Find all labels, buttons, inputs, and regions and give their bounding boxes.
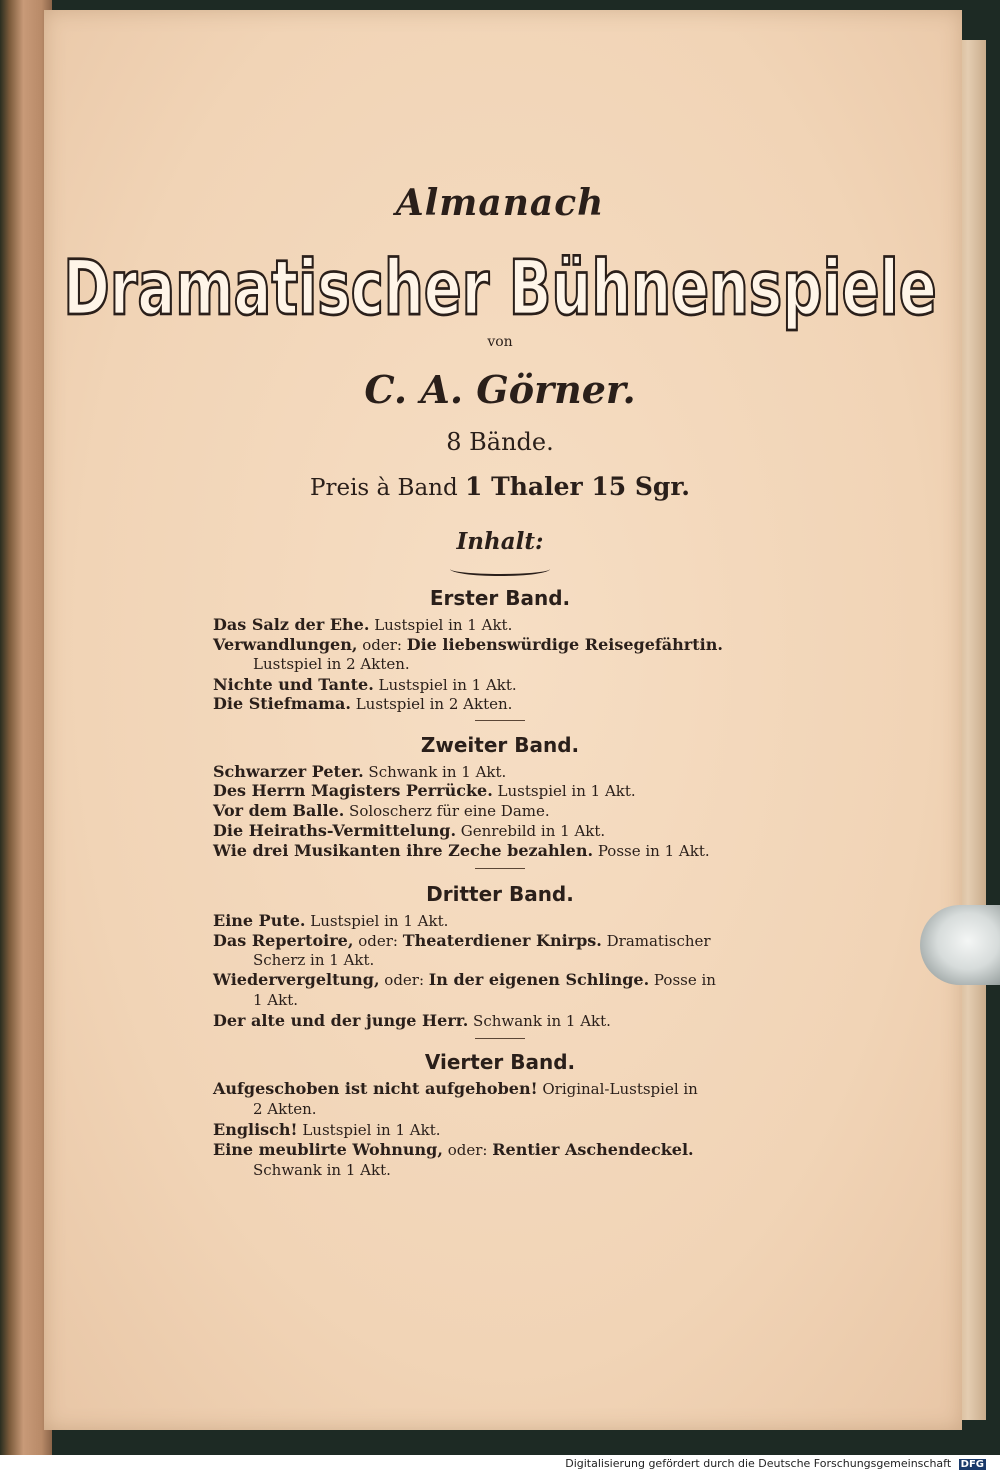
band-1-entry: Die Stiefmama. Lustspiel in 2 Akten.: [213, 694, 513, 713]
band-1-heading: Erster Band.: [429, 586, 571, 610]
band-2-entry: Vor dem Balle. Soloscherz für eine Dame.: [213, 801, 550, 820]
flourish-ornament: [450, 562, 550, 576]
section-divider: [475, 720, 525, 721]
band-2-heading: Zweiter Band.: [420, 733, 580, 757]
main-title: Dramatischer Bühnenspiele: [63, 245, 937, 333]
band-4-entry: Englisch! Lustspiel in 1 Akt.: [213, 1120, 441, 1139]
band-4-entry: Eine meublirte Wohnung, oder: Rentier Aschendeckel.: [213, 1140, 694, 1159]
band-3-entry-cont: 1 Akt.: [253, 991, 299, 1009]
band-4-entry: Aufgeschoben ist nicht aufgehoben! Original-Lustspiel in: [213, 1079, 698, 1098]
band-4-entry-cont: 2 Akten.: [253, 1100, 317, 1118]
band-1-entry: Nichte und Tante. Lustspiel in 1 Akt.: [213, 675, 517, 694]
dfg-logo: DFG: [960, 1459, 984, 1470]
contents-heading: Inhalt:: [456, 528, 544, 555]
price-line: [0, 472, 1000, 501]
band-1-entry-cont: Lustspiel in 2 Akten.: [253, 655, 410, 673]
band-4-heading: Vierter Band.: [424, 1050, 576, 1074]
band-1-entry: Das Salz der Ehe. Lustspiel in 1 Akt.: [213, 615, 513, 634]
band-2-entry: Wie drei Musikanten ihre Zeche bezahlen. Posse in 1 Akt.: [213, 841, 710, 860]
band-3-entry: Eine Pute. Lustspiel in 1 Akt.: [213, 911, 449, 930]
band-3-entry: Das Repertoire, oder: Theaterdiener Knirps. Dramatischer: [213, 931, 711, 950]
band-3-entry: Wiedervergeltung, oder: In der eigenen Schlinge. Posse in: [213, 970, 716, 989]
band-3-entry-cont: Scherz in 1 Akt.: [253, 951, 375, 969]
band-2-entry: Schwarzer Peter. Schwank in 1 Akt.: [213, 762, 507, 781]
band-3-heading: Dritter Band.: [426, 882, 574, 906]
author-name: C. A. Görner.: [364, 367, 636, 412]
funding-note: Digitalisierung gefördert durch die Deutsche Forschungsgemeinschaft: [565, 1457, 952, 1470]
scanner-thumb-clip: [920, 905, 1000, 985]
band-2-entry: Des Herrn Magisters Perrücke. Lustspiel in 1 Akt.: [213, 781, 636, 800]
section-divider: [475, 1038, 525, 1039]
band-3-entry: Der alte und der junge Herr. Schwank in 1 Akt.: [213, 1011, 611, 1030]
price-value: 1 Thaler 15 Sgr.: [465, 472, 690, 501]
footer-credit: [565, 1457, 986, 1470]
footer-bar: [0, 1455, 1000, 1475]
von-label: von: [487, 334, 513, 350]
band-2-entry: Die Heiraths-Vermittelung. Genrebild in 1 Akt.: [213, 821, 606, 840]
price-prefix: Preis à Band: [309, 475, 458, 501]
volumes-count: 8 Bände.: [446, 428, 554, 456]
band-1-entry: Verwandlungen, oder: Die liebenswürdige Reisegefährtin.: [213, 635, 723, 654]
almanach-heading: Almanach: [395, 182, 605, 224]
section-divider: [475, 868, 525, 869]
band-4-entry-cont: Schwank in 1 Akt.: [253, 1161, 391, 1179]
